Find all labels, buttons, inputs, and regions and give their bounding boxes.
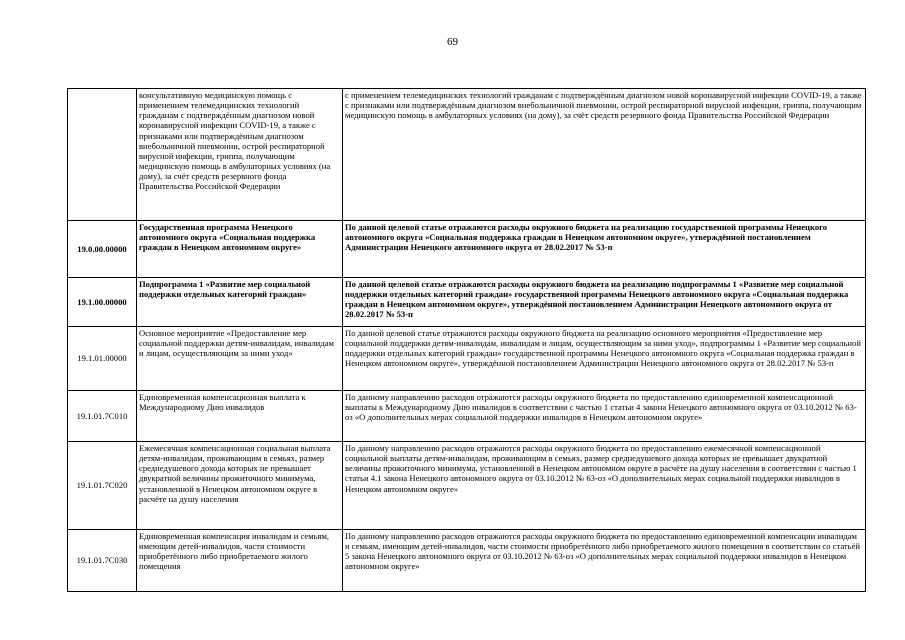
description-cell: По данному направлению расходов отражаются расходы окружного бюджета по предоставлению ежемесячной компенсационной социальной выплаты детям-инвалидам, проживающим в семьях, размер среднедушевого дохода которых не превышает двукратной величины прожиточного минимума, установленной в Ненецком автономном округе в расчёте на душу населения в соответствии с частью 1 статьи 4.1 закона Ненецкого автономного округа от 03.10.2012 № 63-оз «О дополнительных мерах социальной поддержки инвалидов в Ненецком автономном округе» [343,442,866,530]
description-cell: По данному направлению расходов отражаются расходы окружного бюджета по предоставлению единовременной компенсационной выплаты к Международному Дню инвалидов в соответствии с частью 1 статьи 4 закона Ненецкого автономного округа от 03.10.2012 № 63-оз «О дополнительных мерах социальной поддержки инвалидов в Ненецком автономном округе» [343,391,866,442]
description-cell: По данной целевой статье отражаются расходы окружного бюджета на реализацию основного мероприятия «Предоставление мер социальной поддержки детям-инвалидам, инвалидам и лицам, осуществляющим за ними уход», подпрограммы 1 «Развитие мер социальной поддержки отдельных категорий граждан» государственной программы Ненецкого автономного округа «Социальная поддержка граждан в Ненецком автономном округе», утверждённой постановлением Администрации Ненецкого автономного округа от 28.02.2017 № 53-п [343,327,866,391]
name-cell: консультативную медицинскую помощь с применением телемедицинских технологий гражданам с подтверждённым диагнозом новой коронавирусной инфекции COVID-19, а также с признаками или подтверждённым диагнозом внебольничной пневмонии, острой респираторной вирусной инфекции, гриппа, получающим медицинскую помощь в амбулаторных условиях (на дому), за счёт средств резервного фонда Правительства Российской Федерации [137,89,343,221]
code-cell: 19.1.01.7С020 [68,442,137,530]
description-cell: По данному направлению расходов отражаются расходы окружного бюджета по предоставлению единовременной компенсации инвалидам и семьям, имеющим детей-инвалидов, части стоимости приобретённого либо приобретаемого жилого помещения в соответствии со статьёй 5 закона Ненецкого автономного округа от 03.10.2012 № 63-оз «О дополнительных мерах социальной поддержки инвалидов в Ненецком автономном округе» [343,530,866,592]
page-number: 69 [447,36,458,48]
table-row [68,278,866,327]
description-cell: с применением телемедицинских технологий гражданам с подтверждённым диагнозом новой коронавирусной инфекции COVID-19, а также с признаками или подтверждённым диагнозом внебольничной пневмонии, острой респираторной вирусной инфекции, гриппа, получающим медицинскую помощь в амбулаторных условиях (на дому), за счёт средств резервного фонда Правительства Российской Федерации [343,89,866,221]
name-cell: Единовременная компенсационная выплата к Международному Дню инвалидов [137,391,343,442]
name-cell: Государственная программа Ненецкого автономного округа «Социальная поддержка граждан в Ненецком автономном округе» [137,221,343,278]
name-cell: Единовременная компенсация инвалидам и семьям, имеющим детей-инвалидов, части стоимости приобретённого либо приобретаемого жилого помещения [137,530,343,592]
budget-classification-table [67,88,866,592]
code-cell [68,89,137,221]
code-cell: 19.1.00.00000 [68,278,137,327]
description-cell: По данной целевой статье отражаются расходы окружного бюджета на реализацию подпрограммы 1 «Развитие мер социальной поддержки отдельных категорий граждан» государственной программы Ненецкого автономного округа «Социальная поддержка граждан в Ненецком автономном округе», утверждённой постановлением Администрации Ненецкого автономного округа от 28.02.2017 № 53-п [343,278,866,327]
code-cell: 19.1.01.7С010 [68,391,137,442]
table-row [68,391,866,442]
table-row [68,442,866,530]
code-cell: 19.1.01.00000 [68,327,137,391]
table-row [68,327,866,391]
name-cell: Ежемесячная компенсационная социальная выплата детям-инвалидам, проживающим в семьях, размер среднедушевого дохода которых не превышает двукратной величины прожиточного минимума, установленной в Ненецком автономном округе в расчёте на душу населения [137,442,343,530]
name-cell: Подпрограмма 1 «Развитие мер социальной поддержки отдельных категорий граждан» [137,278,343,327]
table-row [68,221,866,278]
table-row [68,530,866,592]
code-cell: 19.0.00.00000 [68,221,137,278]
code-cell: 19.1.01.7С030 [68,530,137,592]
description-cell: По данной целевой статье отражаются расходы окружного бюджета на реализацию государственной программы Ненецкого автономного округа «Социальная поддержка граждан в Ненецком автономном округе», утверждённой постановлением Администрации Ненецкого автономного округа от 28.02.2017 № 53-п [343,221,866,278]
table-row [68,89,866,221]
name-cell: Основное мероприятие «Предоставление мер социальной поддержки детям-инвалидам, инвалидам и лицам, осуществляющим за ними уход» [137,327,343,391]
